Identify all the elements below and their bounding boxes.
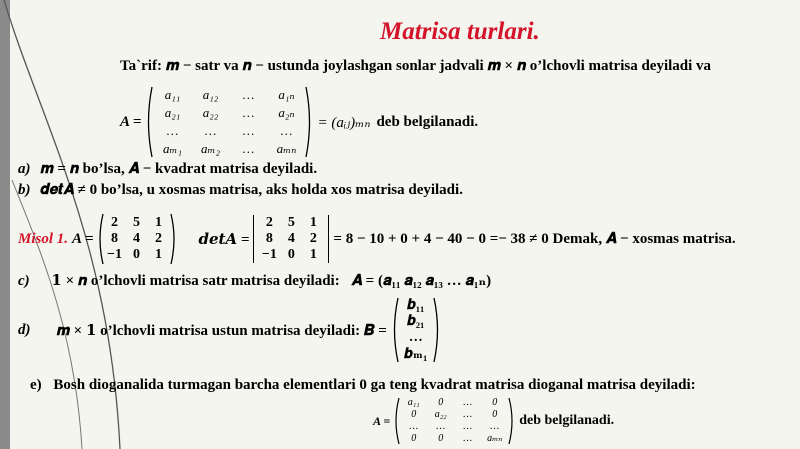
item-e-matrix-cell: 0: [411, 409, 417, 420]
definition-rhs: = (aᵢⱼ)ₘₙ: [317, 114, 371, 131]
item-e-matrix-cell: …: [463, 421, 473, 432]
definition-matrix: [153, 87, 305, 157]
definition-text: Ta`rif: 𝒎 − satr va 𝒏 − ustunda joylashgan sonlar jadvali 𝒎 × 𝒏 o’lchovli matrisa deyiladi va: [120, 58, 712, 74]
definition-matrix-cell: aₘ₁: [162, 141, 182, 156]
item-e-matrix-cell: 0: [411, 433, 417, 444]
example-row: [18, 213, 736, 265]
item-c-formula: 𝑨 = (𝒂₁₁ 𝒂₁₂ 𝒂₁₃ … 𝒂₁ₙ): [351, 273, 492, 289]
item-e-matrix-cell: …: [463, 397, 473, 408]
example-det-label: 𝒅𝒆𝒕𝑨 =: [198, 231, 250, 248]
example-det-matrix-cell: 0: [287, 247, 295, 262]
definition-matrix-cell: …: [204, 123, 217, 138]
item-a-text: 𝒎 = 𝒏 bo’lsa, 𝑨 − kvadrat matrisa deyiladi.: [40, 161, 318, 177]
item-d-column-cell: …: [408, 329, 423, 345]
definition-matrix-cell: a₂₁: [164, 105, 181, 120]
definition-tail: deb belgilanadi.: [376, 113, 479, 130]
example-det-matrix-cell: 2: [265, 215, 273, 230]
definition-matrix-cell: a₁ₙ: [278, 87, 295, 102]
example-det-matrix-cell: 8: [265, 231, 273, 246]
item-d-column-cell: 𝒃₂₁: [407, 313, 425, 329]
item-b-label: b): [18, 182, 31, 198]
item-e-tail: deb belgilanadi.: [519, 413, 615, 428]
item-e-matrix-cell: …: [463, 433, 473, 444]
item-d-text: 𝒎 × 𝟏 o’lchovli matrisa ustun matrisa deyiladi: 𝑩 =: [56, 322, 387, 339]
item-d-column-cell: 𝒃ₘ₁: [404, 346, 428, 362]
example-matrix-cell: 8: [111, 231, 118, 246]
item-a: [18, 160, 317, 178]
item-d: [18, 297, 441, 363]
item-e-matrix-cell: 0: [438, 433, 444, 444]
item-e-matrix-cell: …: [463, 409, 473, 420]
item-b-text: 𝒅𝒆𝒕𝑨 ≠ 0 bo’lsa, u xosmas matrisa, aks holda xos matrisa deyiladi.: [40, 182, 463, 198]
page-title: Matrisa turlari.: [380, 18, 540, 45]
item-d-label: d): [18, 321, 31, 338]
item-e-matrix-cell: 0: [438, 397, 444, 408]
example-det-matrix-cell: 2: [309, 231, 317, 246]
example-matrix-cell: 5: [133, 215, 140, 230]
item-e-matrix-cell: a₂₂: [434, 409, 447, 420]
definition-lhs: A =: [120, 113, 142, 130]
example-matrix-cell: 1: [155, 247, 162, 262]
item-b: [18, 181, 463, 199]
item-e-matrix-cell: …: [436, 421, 446, 432]
definition-matrix-cell: …: [242, 141, 255, 156]
example-det-matrix-cell: 1: [309, 247, 317, 262]
example-matrix-cell: 0: [133, 247, 140, 262]
item-c-text: 𝟏 × 𝒏 o’lchovli matrisa satr matrisa deyiladi:: [51, 273, 340, 289]
example-det-matrix-cell: −1: [261, 247, 277, 262]
definition-matrix-cell: aₘₙ: [276, 141, 297, 156]
definition-matrix-cell: a₁₂: [202, 87, 219, 102]
example-label: Misol 1.: [18, 230, 69, 247]
item-e-matrix-cell: aₘₙ: [487, 433, 503, 444]
item-d-column-matrix: [399, 298, 433, 363]
example-det-matrix-cell: 4: [287, 231, 295, 246]
definition-formula: [120, 86, 478, 158]
example-matrix-cell: 2: [111, 215, 118, 230]
item-d-column-cell: 𝒃₁₁: [407, 297, 425, 313]
example-result: = 8 − 10 + 0 + 4 − 40 − 0 =− 38 ≠ 0 Demak, 𝑨 − xosmas matrisa.: [333, 231, 736, 247]
item-c-label: c): [18, 273, 30, 289]
definition-matrix-cell: …: [242, 105, 255, 120]
item-e-matrix-cell: …: [490, 421, 500, 432]
item-e-label: e): [30, 377, 42, 393]
definition-matrix-cell: a₂₂: [202, 105, 219, 120]
definition-matrix-cell: …: [242, 87, 255, 102]
item-a-label: a): [18, 161, 31, 177]
definition-matrix-cell: a₂ₙ: [278, 105, 295, 120]
example-matrix: [104, 215, 170, 263]
definition-matrix-cell: …: [280, 123, 293, 138]
item-e-formula: [373, 397, 614, 445]
definition-matrix-cell: aₘ₂: [200, 141, 220, 156]
definition-matrix-cell: …: [242, 123, 255, 138]
item-e-matrix-cell: 0: [492, 409, 498, 420]
example-det-matrix-cell: 1: [309, 215, 317, 230]
item-e-matrix-cell: 0: [492, 397, 498, 408]
item-e-matrix-cell: a₁₁: [407, 397, 420, 408]
item-e-matrix-cell: …: [409, 421, 419, 432]
example-det-matrix-cell: 5: [287, 215, 295, 230]
definition-matrix-cell: …: [166, 123, 179, 138]
example-det-matrix: [253, 215, 329, 263]
item-e-lhs: A =: [373, 413, 391, 428]
item-e: [30, 377, 696, 394]
definition-matrix-cell: a₁₁: [164, 87, 181, 102]
item-e-matrix: [400, 397, 508, 445]
example-matrix-cell: 4: [133, 231, 140, 246]
example-matrix-cell: 1: [155, 215, 162, 230]
example-lhs: A =: [72, 230, 94, 247]
example-matrix-cell: −1: [107, 247, 122, 262]
item-c: [18, 271, 491, 290]
example-matrix-cell: 2: [155, 231, 162, 246]
item-e-text: Bosh dioganalida turmagan barcha elementlari 0 ga teng kvadrat matrisa dioganal matrisa deyiladi:: [53, 377, 696, 393]
